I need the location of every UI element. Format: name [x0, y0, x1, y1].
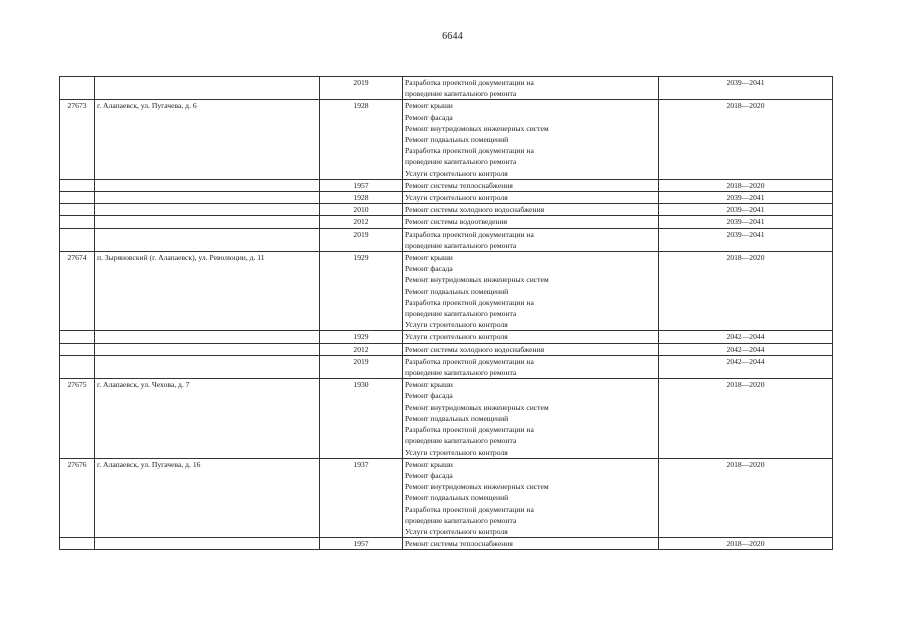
work-type-line: Ремонт крыши	[405, 101, 453, 111]
work-type-line: Ремонт внутридомовых инженерных систем	[405, 482, 549, 492]
table-row	[60, 355, 833, 378]
object-id-cell: 27674	[60, 252, 95, 331]
table-row	[60, 252, 833, 331]
year-cell: 1957	[320, 538, 403, 550]
table-row	[60, 77, 833, 100]
table-row	[60, 458, 833, 537]
address-cell	[95, 192, 320, 204]
work-type-line: Разработка проектной документации на	[405, 356, 534, 366]
work-types-cell	[403, 355, 659, 378]
object-id-cell: 27675	[60, 379, 95, 458]
table-row	[60, 343, 833, 355]
planned-period-cell: 2039—2041	[659, 204, 833, 216]
work-types-cell	[403, 100, 659, 179]
object-id-cell	[60, 77, 95, 100]
work-type-line: Ремонт фасада	[405, 264, 453, 274]
work-type-line: Услуги строительного контроля	[405, 447, 508, 457]
work-type-line: Разработка проектной документации на	[405, 78, 534, 87]
object-id-cell	[60, 355, 95, 378]
work-type-line: Услуги строительного контроля	[405, 526, 508, 536]
address-cell	[95, 538, 320, 550]
work-type-line: проведение капитального ремонта	[405, 240, 517, 250]
table-row	[60, 204, 833, 216]
work-types-cell	[403, 192, 659, 204]
address-cell: г. Алапаевск, ул. Чехова, д. 7	[95, 379, 320, 458]
planned-period-cell: 2042—2044	[659, 355, 833, 378]
work-types-cell	[403, 216, 659, 228]
work-type-line: Ремонт подвальных помещений	[405, 135, 509, 145]
work-type-line: Ремонт крыши	[405, 253, 453, 263]
address-cell: г. Алапаевск, ул. Пугачева, д. 16	[95, 458, 320, 537]
year-cell: 2012	[320, 343, 403, 355]
work-types-cell	[403, 179, 659, 191]
object-id-cell	[60, 192, 95, 204]
work-types-cell	[403, 204, 659, 216]
object-id-cell	[60, 179, 95, 191]
object-id-cell	[60, 538, 95, 550]
work-types-cell	[403, 343, 659, 355]
address-cell	[95, 77, 320, 100]
address-cell	[95, 204, 320, 216]
object-id-cell	[60, 216, 95, 228]
address-cell: г. Алапаевск, ул. Пугачева, д. 6	[95, 100, 320, 179]
page-number: 6644	[442, 31, 463, 42]
work-type-line: Ремонт системы холодного водоснабжения	[405, 205, 545, 215]
planned-period-cell: 2018—2020	[659, 458, 833, 537]
work-types-cell	[403, 331, 659, 343]
work-type-line: Ремонт подвальных помещений	[405, 493, 509, 503]
address-cell	[95, 228, 320, 251]
table-row	[60, 379, 833, 458]
capital-repair-table	[59, 76, 833, 550]
year-cell: 2012	[320, 216, 403, 228]
work-type-line: проведение капитального ремонта	[405, 157, 517, 167]
work-type-line: Услуги строительного контроля	[405, 320, 508, 330]
planned-period-cell: 2018—2020	[659, 538, 833, 550]
work-type-line: Разработка проектной документации на	[405, 297, 534, 307]
work-type-line: Ремонт фасада	[405, 470, 453, 480]
work-type-line: Ремонт внутридомовых инженерных систем	[405, 275, 549, 285]
year-cell: 1929	[320, 331, 403, 343]
table-row	[60, 216, 833, 228]
table-row	[60, 100, 833, 179]
work-types-cell	[403, 252, 659, 331]
planned-period-cell: 2018—2020	[659, 179, 833, 191]
work-type-line: Ремонт системы водоотведения	[405, 217, 508, 227]
work-type-line: Ремонт подвальных помещений	[405, 413, 509, 423]
work-type-line: Ремонт фасада	[405, 391, 453, 401]
work-type-line: Ремонт подвальных помещений	[405, 286, 509, 296]
table-body	[60, 77, 833, 550]
work-type-line: Ремонт внутридомовых инженерных систем	[405, 123, 549, 133]
table-row	[60, 192, 833, 204]
table-row	[60, 538, 833, 550]
year-cell: 1928	[320, 192, 403, 204]
address-cell	[95, 343, 320, 355]
planned-period-cell: 2039—2041	[659, 216, 833, 228]
year-cell: 1930	[320, 379, 403, 458]
table-row	[60, 179, 833, 191]
work-types-cell	[403, 458, 659, 537]
work-type-line: Ремонт крыши	[405, 459, 453, 469]
object-id-cell: 27673	[60, 100, 95, 179]
work-type-line: Ремонт внутридомовых инженерных систем	[405, 402, 549, 412]
work-types-cell	[403, 538, 659, 550]
work-type-line: Ремонт крыши	[405, 380, 453, 390]
work-type-line: Ремонт системы теплоснабжения	[405, 539, 513, 549]
work-type-line: Услуги строительного контроля	[405, 332, 508, 342]
object-id-cell	[60, 228, 95, 251]
address-cell	[95, 331, 320, 343]
work-type-line: Разработка проектной документации на	[405, 504, 534, 514]
work-type-line: Разработка проектной документации на	[405, 146, 534, 156]
work-type-line: проведение капитального ремонта	[405, 436, 517, 446]
object-id-cell	[60, 331, 95, 343]
year-cell: 2010	[320, 204, 403, 216]
work-type-line: Разработка проектной документации на	[405, 229, 534, 239]
year-cell: 2019	[320, 228, 403, 251]
year-cell: 2019	[320, 77, 403, 100]
table-row	[60, 331, 833, 343]
work-type-line: Ремонт фасада	[405, 112, 453, 122]
planned-period-cell: 2018—2020	[659, 379, 833, 458]
year-cell: 2019	[320, 355, 403, 378]
year-cell: 1928	[320, 100, 403, 179]
work-types-cell	[403, 228, 659, 251]
object-id-cell: 27676	[60, 458, 95, 537]
planned-period-cell: 2018—2020	[659, 252, 833, 331]
planned-period-cell: 2018—2020	[659, 100, 833, 179]
planned-period-cell: 2039—2041	[659, 192, 833, 204]
work-type-line: Услуги строительного контроля	[405, 193, 508, 203]
object-id-cell	[60, 204, 95, 216]
work-type-line: проведение капитального ремонта	[405, 89, 517, 99]
year-cell: 1957	[320, 179, 403, 191]
work-types-cell	[403, 77, 659, 100]
planned-period-cell: 2042—2044	[659, 343, 833, 355]
address-cell: п. Зыряновский (г. Алапаевск), ул. Революции, д. 11	[95, 252, 320, 331]
work-types-cell	[403, 379, 659, 458]
planned-period-cell: 2039—2041	[659, 228, 833, 251]
object-id-cell	[60, 343, 95, 355]
planned-period-cell: 2039—2041	[659, 77, 833, 100]
work-type-line: Ремонт системы холодного водоснабжения	[405, 344, 545, 354]
address-cell	[95, 216, 320, 228]
address-cell	[95, 355, 320, 378]
table-row	[60, 228, 833, 251]
work-type-line: проведение капитального ремонта	[405, 309, 517, 319]
year-cell: 1937	[320, 458, 403, 537]
address-cell	[95, 179, 320, 191]
work-type-line: Ремонт системы теплоснабжения	[405, 180, 513, 190]
work-type-line: проведение капитального ремонта	[405, 515, 517, 525]
planned-period-cell: 2042—2044	[659, 331, 833, 343]
work-type-line: Разработка проектной документации на	[405, 425, 534, 435]
work-type-line: проведение капитального ремонта	[405, 368, 517, 378]
year-cell: 1929	[320, 252, 403, 331]
work-type-line: Услуги строительного контроля	[405, 168, 508, 178]
